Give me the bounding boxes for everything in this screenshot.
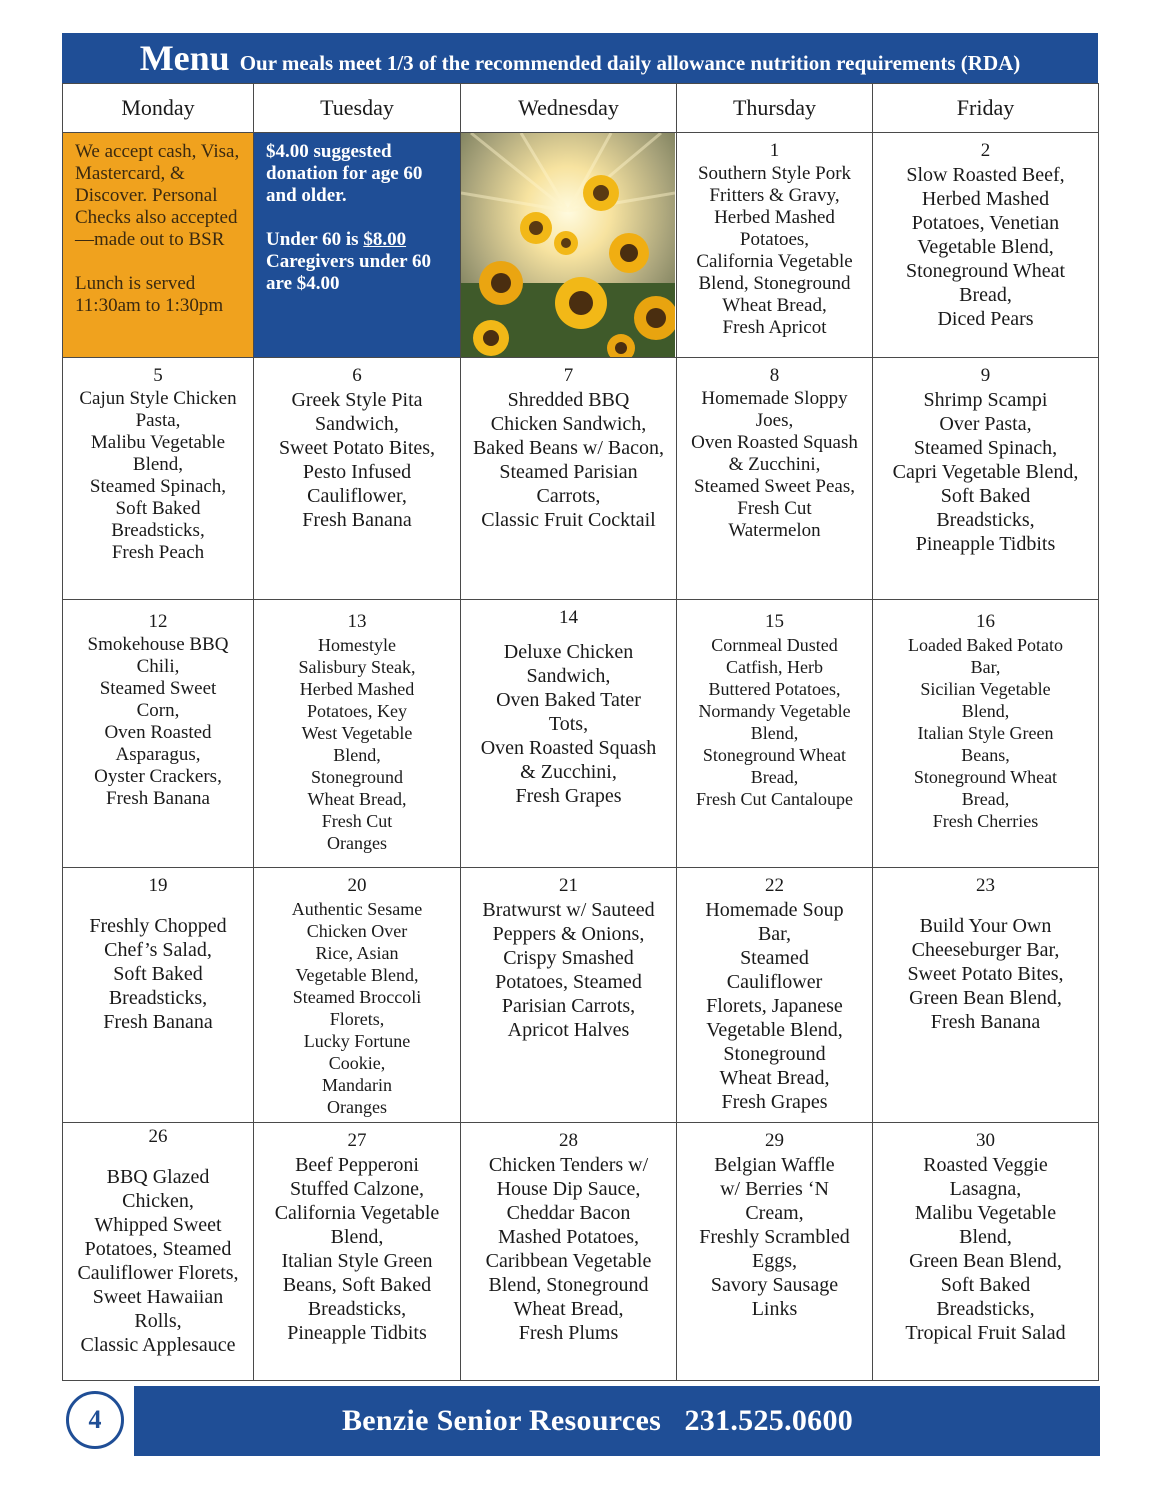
date-number: 27 [347, 1130, 367, 1151]
day-cell-8 [677, 358, 873, 600]
date-number: 8 [769, 365, 780, 386]
menu-title: Menu [139, 38, 230, 78]
lunch-hours: Lunch is served 11:30am to 1:30pm [75, 273, 224, 316]
day-cell-19 [63, 868, 254, 1123]
day-wednesday: Wednesday [461, 84, 677, 133]
day-monday: Monday [63, 84, 254, 133]
meal-text: Freshly Chopped Chef’s Salad, Soft Baked Breadsticks, Fresh Banana [89, 915, 227, 1033]
menu-calendar [62, 83, 1099, 1381]
date-number: 6 [352, 365, 362, 386]
sunflower-image-cell [461, 133, 677, 358]
date-number: 14 [559, 607, 578, 628]
day-cell-7 [461, 358, 677, 600]
date-number: 2 [980, 140, 991, 161]
meal-text: Chicken Tenders w/ House Dip Sauce, Cheddar Bacon Mashed Potatoes, Caribbean Vegetable Blend, Stoneground Wheat Bread, Fresh Plums [485, 1154, 652, 1344]
meal-text: Roasted Veggie Lasagna, Malibu Vegetable Blend, Green Bean Blend, Soft Baked Breadsticks, Tropical Fruit Salad [905, 1154, 1066, 1344]
date-number: 23 [976, 875, 995, 896]
date-number: 22 [765, 875, 784, 896]
meal-text: Greek Style Pita Sandwich, Sweet Potato Bites, Pesto Infused Cauliflower, Fresh Banana [278, 389, 436, 531]
page-number: 4 [66, 1391, 124, 1449]
date-number: 13 [347, 611, 367, 632]
date-number: 21 [559, 875, 578, 896]
donation-info: $4.00 suggested donation for age 60 and older. [266, 141, 423, 206]
meal-text: Slow Roasted Beef, Herbed Mashed Potatoes, Venetian Vegetable Blend, Stoneground Wheat Bread, Diced Pears [905, 164, 1066, 330]
under60-info [256, 207, 458, 251]
day-cell-22 [677, 868, 873, 1123]
date-number: 7 [563, 365, 574, 386]
meal-text: Bratwurst w/ Sauteed Peppers & Onions, Crispy Smashed Potatoes, Steamed Parisian Carrots, Apricot Halves [482, 899, 655, 1041]
meal-text: Homemade Sloppy Joes, Oven Roasted Squash & Zucchini, Steamed Sweet Peas, Fresh Cut Watermelon [691, 388, 858, 541]
day-cell-27 [254, 1123, 461, 1381]
menu-header [62, 33, 1098, 83]
sunflower-image [461, 133, 675, 357]
day-cell-28 [461, 1123, 677, 1381]
meal-text: Deluxe Chicken Sandwich, Oven Baked Tater Tots, Oven Roasted Squash & Zucchini, Fresh Grapes [480, 641, 657, 807]
day-cell-6 [254, 358, 461, 600]
under60-price: $8.00 [363, 229, 407, 250]
day-cell-2 [873, 133, 1099, 358]
day-thursday: Thursday [677, 84, 873, 133]
day-cell-29 [677, 1123, 873, 1381]
day-tuesday: Tuesday [254, 84, 461, 133]
date-number: 26 [148, 1126, 168, 1147]
date-number: 29 [765, 1130, 784, 1151]
meal-text: Homestyle Salisbury Steak, Herbed Mashed Potatoes, Key West Vegetable Blend, Stoneground Wheat Bread, Fresh Cut Oranges [298, 635, 416, 853]
date-number: 30 [976, 1130, 995, 1151]
meal-text: Homemade Soup Bar, Steamed Cauliflower Florets, Japanese Vegetable Blend, Stoneground Wheat Bread, Fresh Grapes [705, 899, 844, 1113]
meal-text: Belgian Waffle w/ Berries ‘N Cream, Freshly Scrambled Eggs, Savory Sausage Links [699, 1154, 850, 1320]
date-number: 15 [765, 611, 784, 632]
meal-text: Cajun Style Chicken Pasta, Malibu Vegetable Blend, Steamed Spinach, Soft Baked Breadsticks, Fresh Peach [79, 388, 237, 563]
under60-prefix: Under 60 is [266, 229, 364, 250]
meal-text: Shredded BBQ Chicken Sandwich, Baked Beans w/ Bacon, Steamed Parisian Carrots, Classic Fruit Cocktail [472, 389, 665, 531]
weekday-header-row [63, 84, 1099, 133]
week-row-3 [63, 600, 1099, 868]
meal-text: Build Your Own Cheeseburger Bar, Sweet Potato Bites, Green Bean Blend, Fresh Banana [907, 915, 1064, 1033]
day-friday: Friday [873, 84, 1099, 133]
date-number: 16 [976, 611, 995, 632]
caregiver-info: Caregivers under 60 are $4.00 [266, 251, 432, 294]
meal-text: Loaded Baked Potato Bar, Sicilian Vegetable Blend, Italian Style Green Beans, Stoneground Wheat Bread, Fresh Cherries [908, 635, 1063, 831]
day-cell-12 [63, 600, 254, 868]
payment-info: We accept cash, Visa, Mastercard, & Discover. Personal Checks also accepted —made out to BSR [75, 141, 240, 250]
day-cell-26 [63, 1123, 254, 1381]
day-cell-23 [873, 868, 1099, 1123]
meal-text: Beef Pepperoni Stuffed Calzone, California Vegetable Blend, Italian Style Green Beans, Soft Baked Breadsticks, Pineapple Tidbits [274, 1154, 440, 1344]
week-row-1 [63, 133, 1099, 358]
date-number: 12 [148, 611, 168, 632]
day-cell-5 [63, 358, 254, 600]
donation-info-cell [254, 133, 461, 358]
meal-text: Southern Style Pork Fritters & Gravy, Herbed Mashed Potatoes, California Vegetable Blend, Stoneground Wheat Bread, Fresh Apricot [696, 163, 853, 338]
date-number: 20 [347, 875, 367, 896]
meal-text: BBQ Glazed Chicken, Whipped Sweet Potatoes, Steamed Cauliflower Florets, Sweet Hawaiian Rolls, Classic Applesauce [77, 1166, 239, 1356]
day-cell-1 [677, 133, 873, 358]
date-number: 28 [559, 1130, 578, 1151]
date-number: 19 [148, 875, 168, 896]
day-cell-15 [677, 600, 873, 868]
meal-text: Authentic Sesame Chicken Over Rice, Asian Vegetable Blend, Steamed Broccoli Florets, Lucky Fortune Cookie, Mandarin Oranges [291, 899, 423, 1117]
payment-info-cell [63, 133, 254, 358]
date-number: 1 [769, 140, 780, 161]
meal-text: Smokehouse BBQ Chili, Steamed Sweet Corn, Oven Roasted Asparagus, Oyster Crackers, Fresh Banana [87, 634, 229, 809]
day-cell-13 [254, 600, 461, 868]
organization-contact: Benzie Senior Resources 231.525.0600 [342, 1404, 854, 1437]
date-number: 5 [153, 365, 163, 386]
day-cell-16 [873, 600, 1099, 868]
meal-text: Shrimp Scampi Over Pasta, Steamed Spinach, Capri Vegetable Blend, Soft Baked Breadsticks, Pineapple Tidbits [892, 389, 1079, 555]
day-cell-21 [461, 868, 677, 1123]
date-number: 9 [980, 365, 991, 386]
day-cell-20 [254, 868, 461, 1123]
week-row-5 [63, 1123, 1099, 1381]
day-cell-9 [873, 358, 1099, 600]
footer-banner [134, 1386, 1100, 1456]
day-cell-30 [873, 1123, 1099, 1381]
week-row-4 [63, 868, 1099, 1123]
week-row-2 [63, 358, 1099, 600]
meal-text: Cornmeal Dusted Catfish, Herb Buttered Potatoes, Normandy Vegetable Blend, Stoneground Wheat Bread, Fresh Cut Cantaloupe [696, 635, 853, 809]
day-cell-14 [461, 600, 677, 868]
menu-subtitle: Our meals meet 1/3 of the recommended daily allowance nutrition requirements (RDA) [239, 51, 1021, 75]
